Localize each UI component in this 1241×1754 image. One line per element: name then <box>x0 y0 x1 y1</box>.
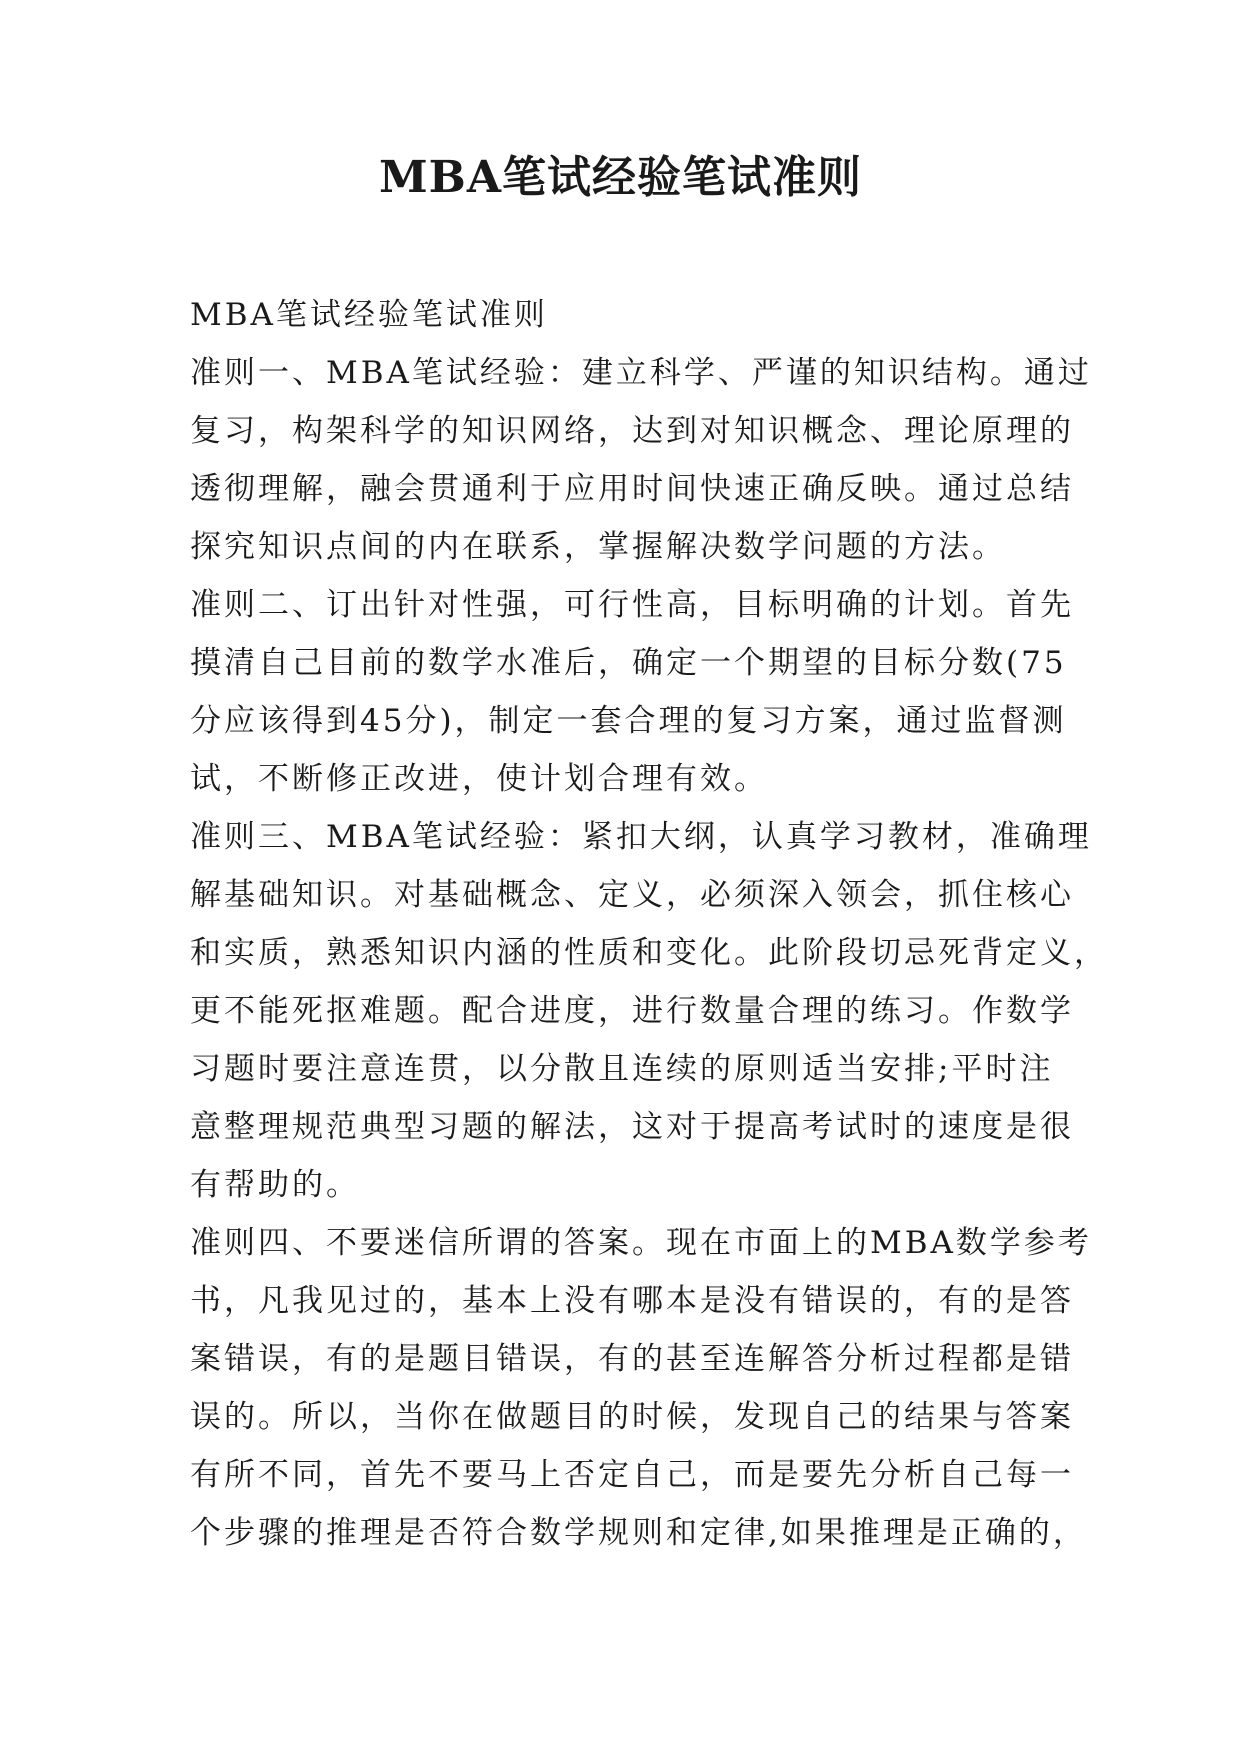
text-line: 书，凡我见过的，基本上没有哪本是没有错误的，有的是答 <box>190 1283 1074 1319</box>
subtitle-line: MBA笔试经验笔试准则 <box>190 297 548 333</box>
text-line: 准则三、MBA笔试经验：紧扣大纲，认真学习教材，准确理 <box>190 819 1092 855</box>
document-body <box>190 286 1108 1562</box>
text-line: 和实质，熟悉知识内涵的性质和变化。此阶段切忌死背定义， <box>190 935 1108 971</box>
text-line: 摸清自己目前的数学水准后，确定一个期望的目标分数(75 <box>190 645 1067 681</box>
text-line: 有帮助的。 <box>190 1167 360 1203</box>
text-line: 解基础知识。对基础概念、定义，必须深入领会，抓住核心 <box>190 877 1074 913</box>
text-line: 透彻理解，融会贯通利于应用时间快速正确反映。通过总结 <box>190 471 1074 507</box>
text-line: 分应该得到45分)，制定一套合理的复习方案，通过监督测 <box>190 703 1067 739</box>
text-line: 准则一、MBA笔试经验：建立科学、严谨的知识结构。通过 <box>190 355 1092 391</box>
text-line: 意整理规范典型习题的解法，这对于提高考试时的速度是很 <box>190 1109 1074 1145</box>
text-line: 准则二、订出针对性强，可行性高，目标明确的计划。首先 <box>190 587 1074 623</box>
text-line: 案错误，有的是题目错误，有的甚至连解答分析过程都是错 <box>190 1341 1074 1377</box>
document-title: MBA笔试经验笔试准则 <box>378 152 863 203</box>
text-line: 试，不断修正改进，使计划合理有效。 <box>190 761 768 797</box>
text-line: 更不能死抠难题。配合进度，进行数量合理的练习。作数学 <box>190 993 1074 1029</box>
text-line: 个步骤的推理是否符合数学规则和定律,如果推理是正确的， <box>190 1515 1087 1551</box>
text-line: 准则四、不要迷信所谓的答案。现在市面上的MBA数学参考 <box>190 1225 1092 1261</box>
text-line: 探究知识点间的内在联系，掌握解决数学问题的方法。 <box>190 529 1006 565</box>
text-line: 误的。所以，当你在做题目的时候，发现自己的结果与答案 <box>190 1399 1074 1435</box>
text-line: 有所不同，首先不要马上否定自己，而是要先分析自己每一 <box>190 1457 1074 1493</box>
text-line: 习题时要注意连贯，以分散且连续的原则适当安排;平时注 <box>190 1051 1054 1087</box>
text-line: 复习，构架科学的知识网络，达到对知识概念、理论原理的 <box>190 413 1074 449</box>
